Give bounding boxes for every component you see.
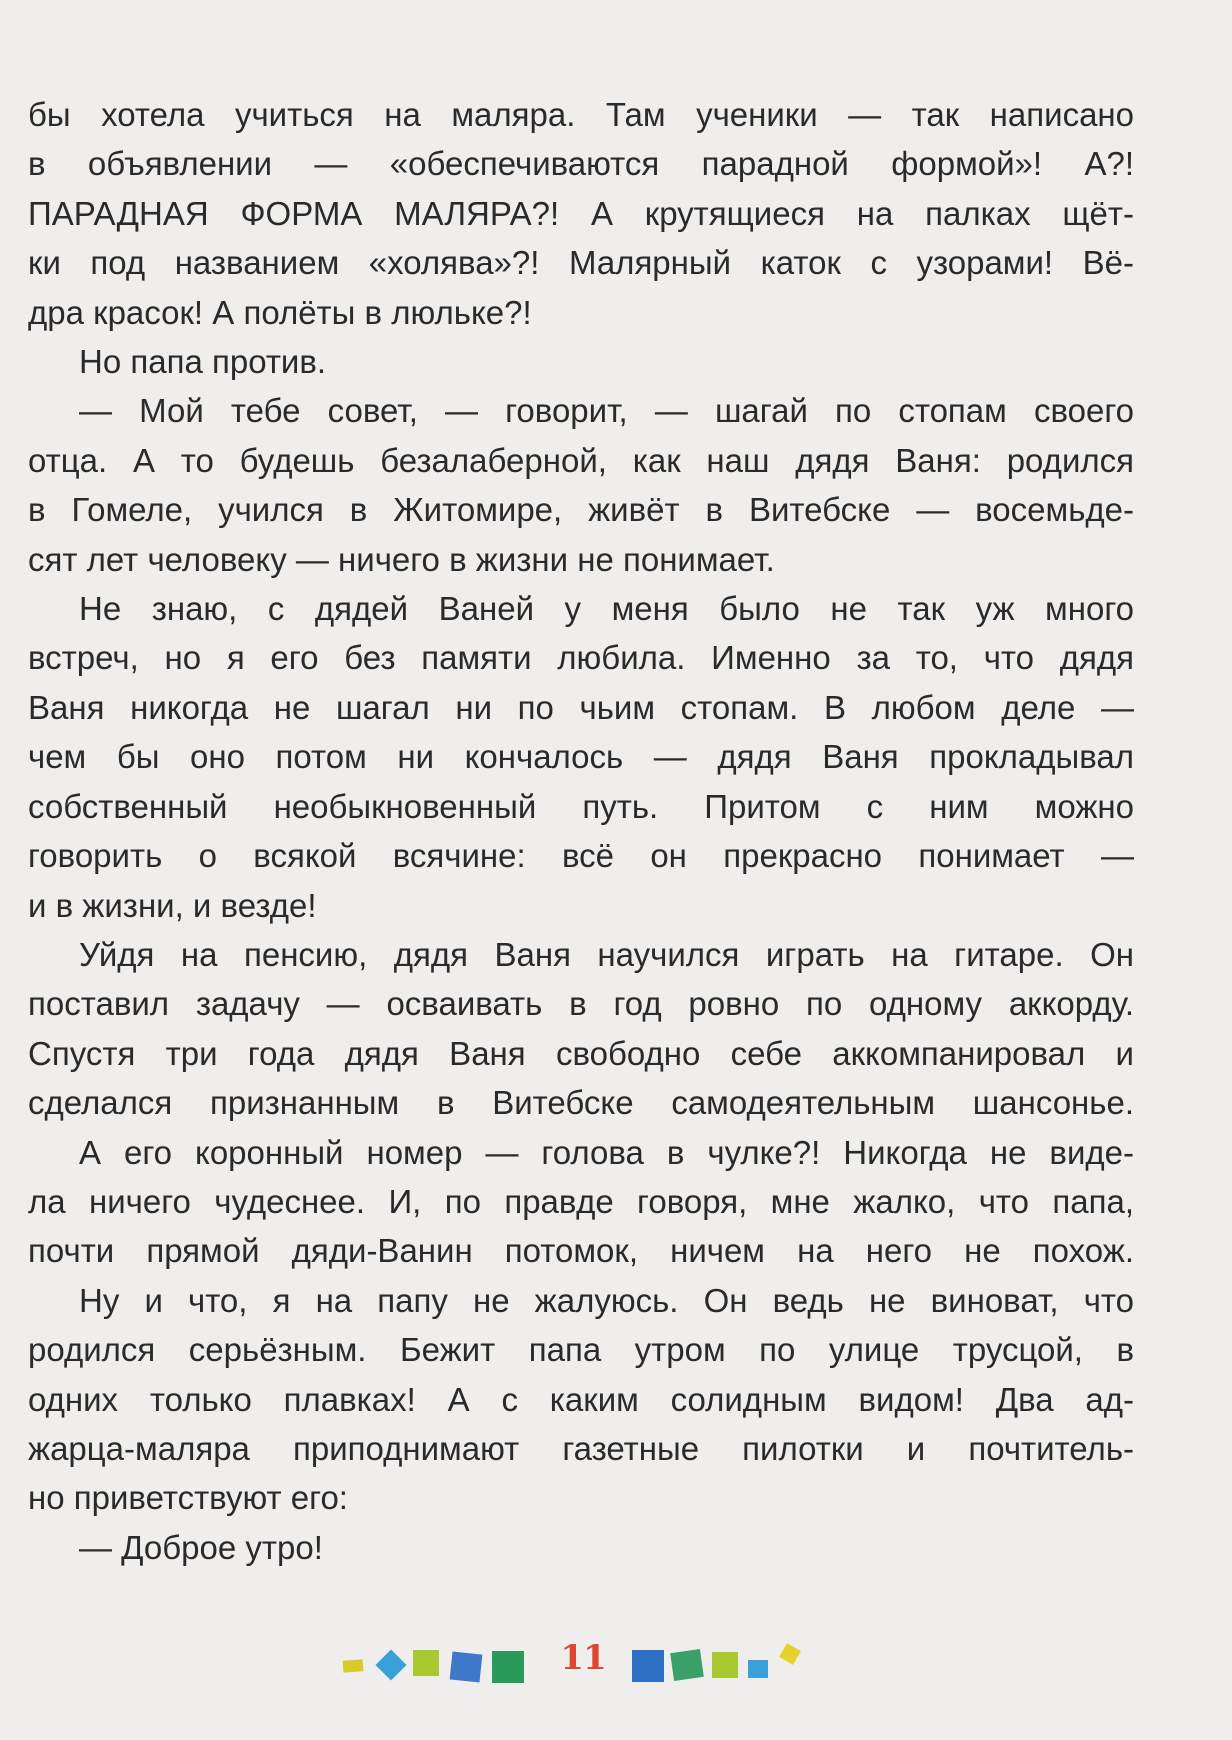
decor-square	[413, 1650, 439, 1676]
text-line: почти прямой дяди-Ванин потомок, ничем на него не похож.	[28, 1232, 1134, 1270]
paragraph-4-cont	[28, 633, 1134, 880]
paragraph-8	[28, 1523, 1134, 1572]
paragraph-3-end	[28, 535, 1134, 584]
paragraph-1-end	[28, 288, 1134, 337]
decor-square	[632, 1650, 664, 1682]
text-line: в Гомеле, учился в Житомире, живёт в Витебске — восемьде-	[28, 491, 1134, 529]
paragraph-1	[28, 90, 1134, 288]
decor-square	[748, 1660, 768, 1678]
text-line: Уйдя на пенсию, дядя Ваня научился играть на гитаре. Он	[79, 935, 1134, 973]
paragraph-7-end	[28, 1473, 1134, 1522]
decor-square	[450, 1652, 483, 1683]
paragraph-4	[28, 584, 1134, 633]
paragraph-2	[28, 337, 1134, 386]
text-line: Ваня никогда не шагал ни по чьим стопам. В любом деле —	[28, 688, 1134, 726]
left-squares-group	[343, 1649, 524, 1683]
text-line: ки под названием «холява»?! Малярный каток с узорами! Вё-	[28, 244, 1134, 282]
text-line: собственный необыкновенный путь. Притом с ним можно	[28, 787, 1134, 825]
text-line: Ну и что, я на папу не жалуюсь. Он ведь не виноват, что	[79, 1281, 1134, 1319]
right-squares-group	[632, 1643, 801, 1682]
text-line: говорить о всякой всячине: всё он прекрасно понимает —	[28, 837, 1134, 875]
text-line: ла ничего чудеснее. И, по правде говоря, мне жалко, что папа,	[28, 1182, 1134, 1220]
decor-square	[779, 1643, 801, 1665]
text-line: сят лет человеку — ничего в жизни не понимает.	[28, 540, 775, 578]
paragraph-5-cont	[28, 979, 1134, 1127]
decor-square	[712, 1652, 738, 1678]
text-line: жарца-маляра приподнимают газетные пилотки и почтитель-	[28, 1429, 1134, 1467]
paragraph-4-end	[28, 881, 1134, 930]
text-line: — Доброе утро!	[79, 1528, 323, 1566]
body-text	[28, 90, 1134, 1572]
paragraph-6-cont	[28, 1177, 1134, 1276]
text-line: дра красок! А полёты в люльке?!	[28, 293, 532, 331]
decor-square	[492, 1651, 524, 1683]
paragraph-7	[28, 1276, 1134, 1325]
text-line: поставил задачу — осваивать в год ровно по одному аккорду.	[28, 985, 1134, 1023]
text-line: Не знаю, с дядей Ваней у меня было не так уж много	[79, 590, 1134, 628]
text-line: А его коронный номер — голова в чулке?! Никогда не виде-	[79, 1133, 1134, 1171]
text-line: одних только плавках! А с каким солидным видом! Два ад-	[28, 1380, 1134, 1418]
text-line: ПАРАДНАЯ ФОРМА МАЛЯРА?! А крутящиеся на палках щёт-	[28, 194, 1134, 232]
paragraph-7-cont	[28, 1325, 1134, 1473]
decor-square	[343, 1659, 364, 1672]
page-footer	[0, 1640, 1232, 1690]
text-line: сделался признанным в Витебске самодеятельным шансонье.	[28, 1084, 1134, 1122]
decorative-squares	[0, 1640, 1232, 1690]
text-line: Спустя три года дядя Ваня свободно себе аккомпанировал и	[28, 1034, 1134, 1072]
text-line: — Мой тебе совет, — говорит, — шагай по стопам своего	[79, 392, 1134, 430]
paragraph-6	[28, 1128, 1134, 1177]
text-line: отца. А то будешь безалаберной, как наш дядя Ваня: родился	[28, 441, 1134, 479]
text-line: в объявлении — «обеспечиваются парадной формой»! А?!	[28, 145, 1134, 183]
text-line: Но папа против.	[79, 343, 327, 381]
decor-square	[670, 1649, 704, 1681]
text-line: бы хотела учиться на маляра. Там ученики — так написано	[28, 96, 1134, 133]
text-line: родился серьёзным. Бежит папа утром по улице трусцой, в	[28, 1331, 1134, 1369]
text-line: встреч, но я его без памяти любила. Именно за то, что дядя	[28, 639, 1134, 677]
paragraph-3-cont	[28, 436, 1134, 535]
decor-square	[375, 1649, 406, 1680]
text-line: и в жизни, и везде!	[28, 886, 317, 924]
page-number: 11	[560, 1638, 606, 1678]
text-line: но приветствуют его:	[28, 1479, 348, 1517]
paragraph-5	[28, 930, 1134, 979]
paragraph-3	[28, 386, 1134, 435]
text-line: чем бы оно потом ни кончалось — дядя Ваня прокладывал	[28, 738, 1134, 776]
